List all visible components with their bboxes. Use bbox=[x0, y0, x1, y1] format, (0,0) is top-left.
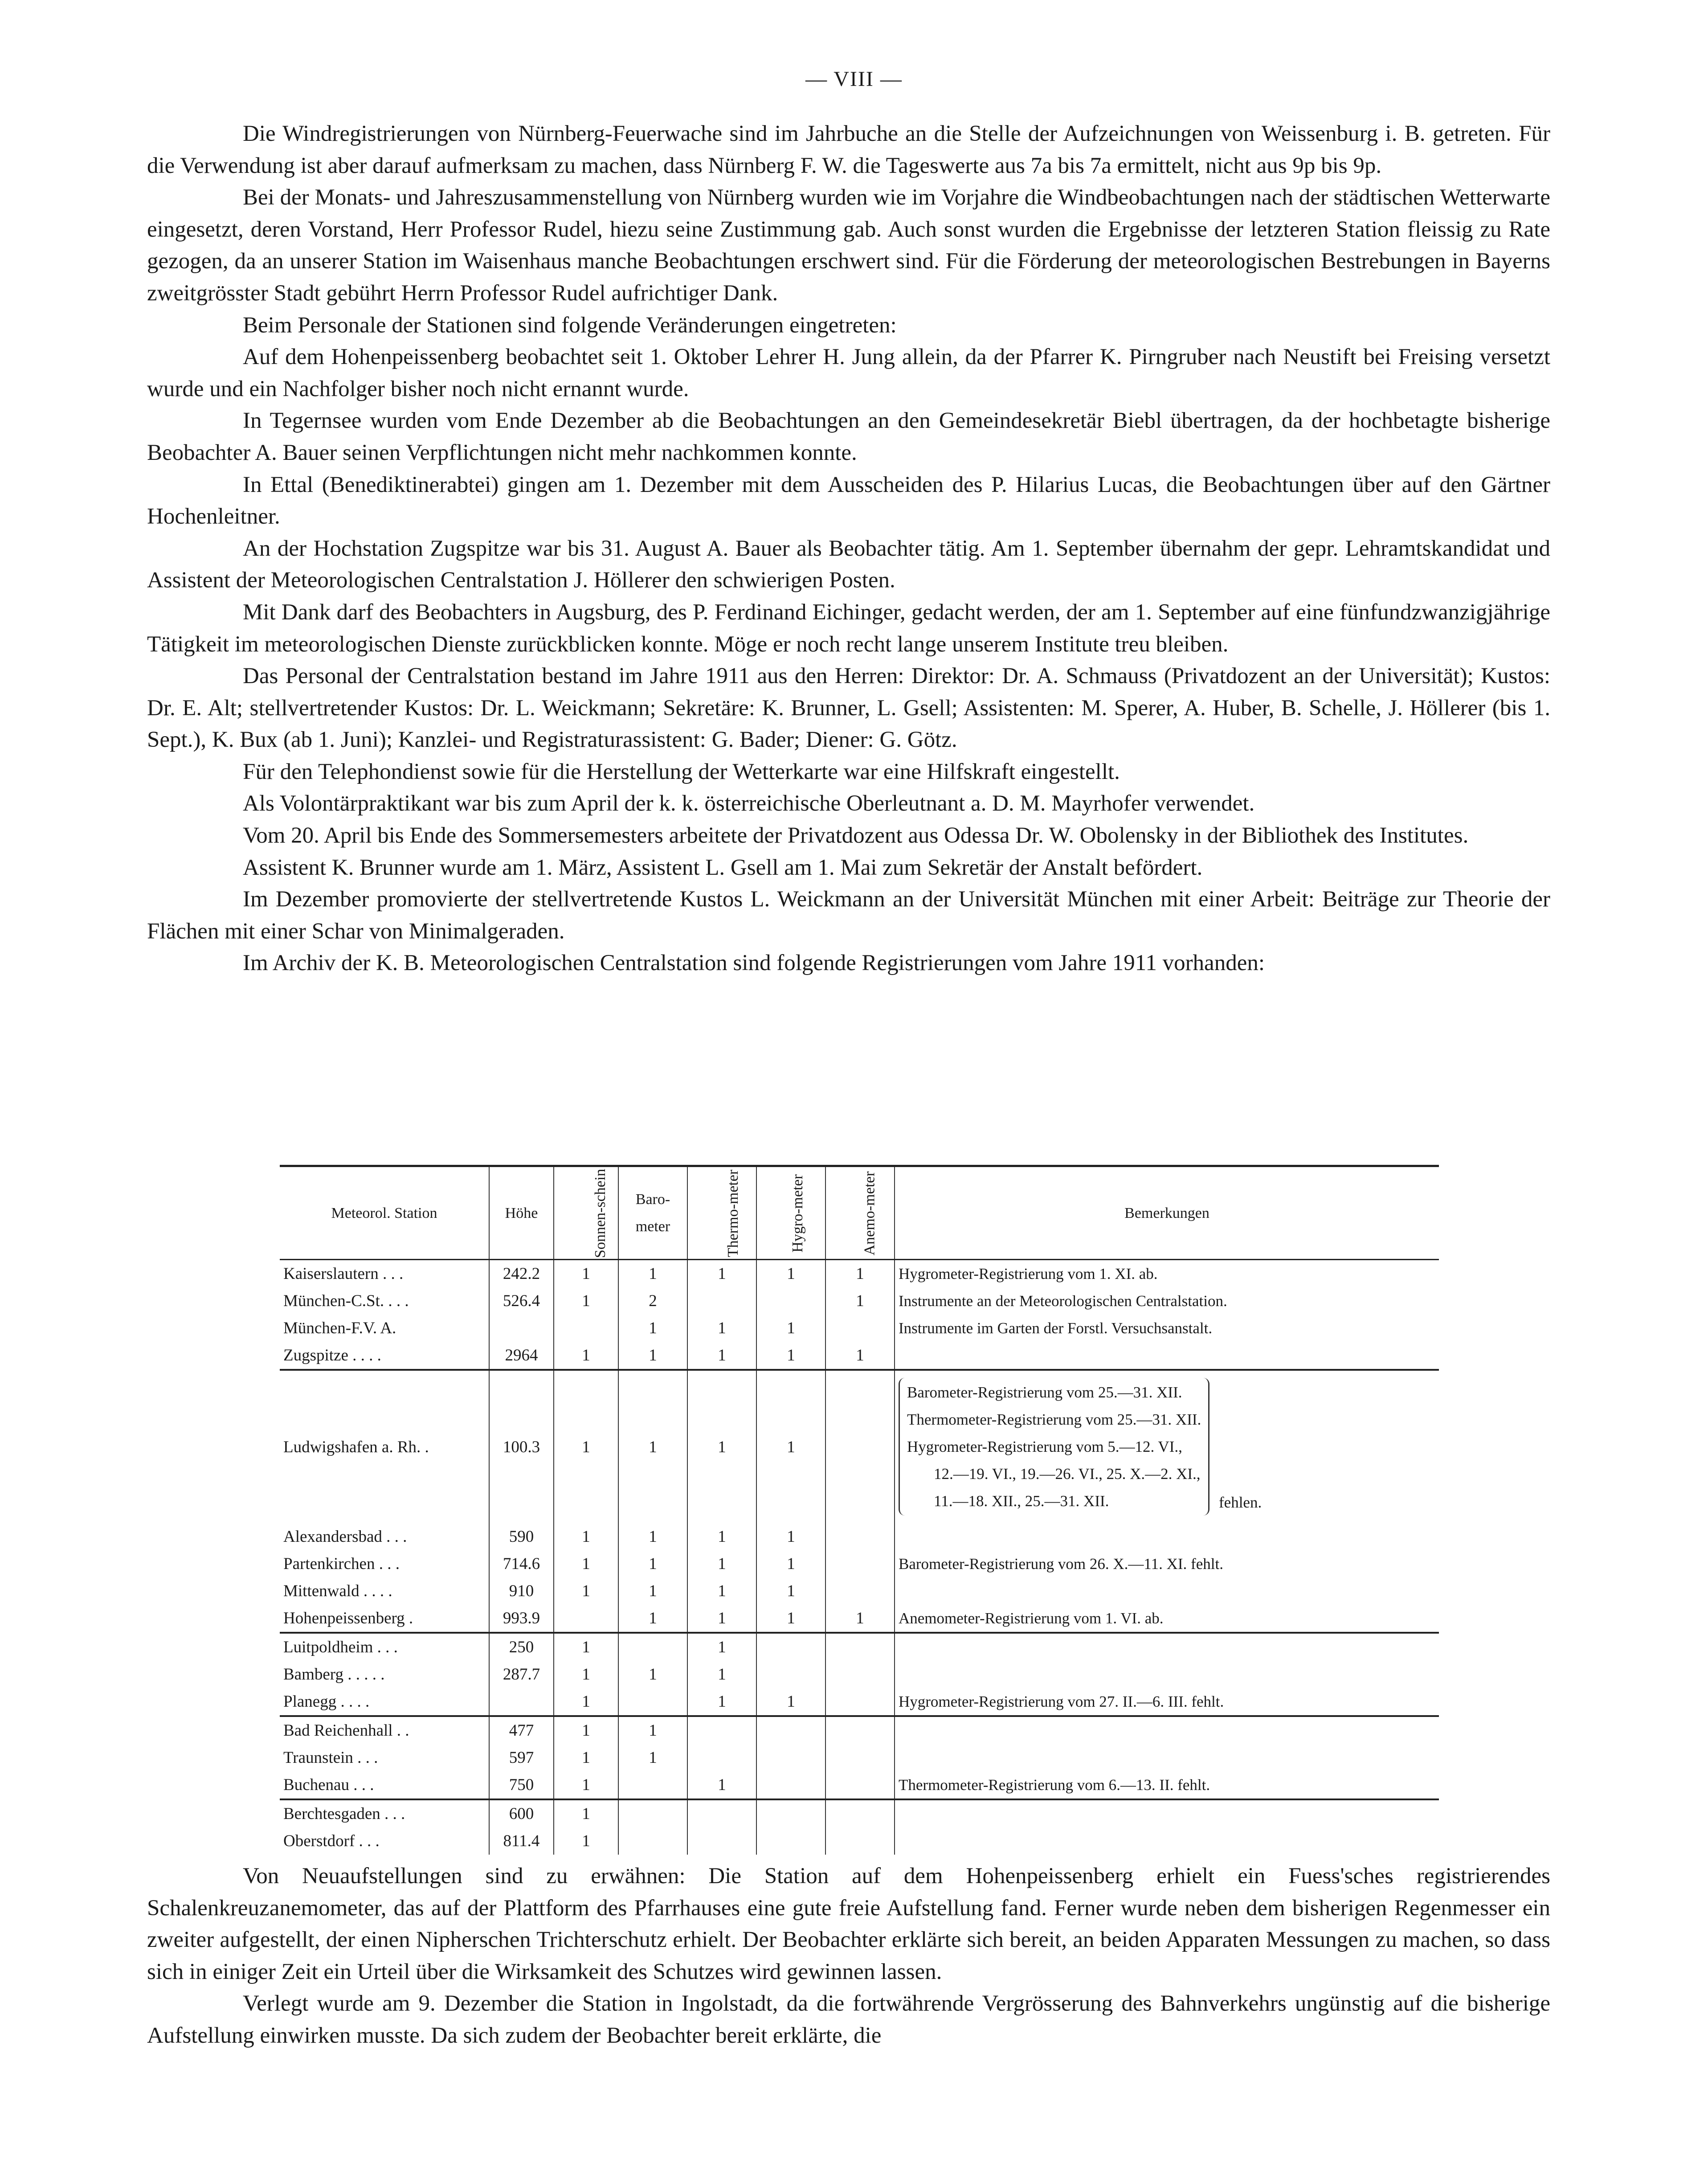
upper-text bbox=[147, 118, 1550, 979]
table-header-row bbox=[280, 1166, 1439, 1260]
cell-station: Bad Reichenhall . . bbox=[280, 1716, 489, 1744]
cell-thermo: 1 bbox=[687, 1370, 756, 1523]
table-row bbox=[280, 1799, 1439, 1827]
cell-remark: Hygrometer-Registrierung vom 1. XI. ab. bbox=[895, 1260, 1439, 1288]
cell-hoehe: 597 bbox=[489, 1744, 554, 1771]
cell-baro bbox=[618, 1633, 687, 1661]
cell-thermo: 1 bbox=[687, 1577, 756, 1605]
table-row bbox=[280, 1827, 1439, 1855]
cell-hoehe bbox=[489, 1688, 554, 1716]
cell-sonne: 1 bbox=[554, 1633, 618, 1661]
cell-hygro bbox=[756, 1799, 825, 1827]
cell-remark: Anemometer-Registrierung vom 1. VI. ab. bbox=[895, 1605, 1439, 1633]
remark-line: Barometer-Registrierung vom 25.—31. XII. bbox=[907, 1384, 1182, 1401]
remark-line: 11.—18. XII., 25.—31. XII. bbox=[934, 1492, 1109, 1510]
cell-station: Mittenwald . . . . bbox=[283, 1582, 392, 1601]
cell-hygro: 1 bbox=[756, 1688, 825, 1716]
cell-thermo: 1 bbox=[687, 1771, 756, 1799]
cell-station: Zugspitze . . . . bbox=[283, 1346, 381, 1364]
paragraph: Verlegt wurde am 9. Dezember die Station in Ingolstadt, da die fortwährende Vergrösserung des Bahnverkehrs ungünstig auf die bisherige Aufstellung einwirken musste. Da sich zudem der Beobachter bereit erklärte, die bbox=[147, 1991, 1550, 2048]
table-row bbox=[280, 1287, 1439, 1315]
cell-sonne: 1 bbox=[554, 1370, 618, 1523]
cell-thermo: 1 bbox=[687, 1661, 756, 1688]
cell-anemo bbox=[825, 1315, 895, 1342]
remark-suffix: fehlen. bbox=[1219, 1494, 1262, 1512]
cell-sonne: 1 bbox=[554, 1550, 618, 1577]
cell-baro bbox=[618, 1688, 687, 1716]
cell-thermo: 1 bbox=[687, 1342, 756, 1370]
header-station: Meteorol. Station bbox=[280, 1166, 489, 1260]
cell-thermo bbox=[687, 1287, 756, 1315]
cell-hygro: 1 bbox=[756, 1577, 825, 1605]
cell-station: Bamberg . . . . . bbox=[283, 1665, 385, 1684]
table-row bbox=[280, 1661, 1439, 1688]
table-row bbox=[280, 1370, 1439, 1523]
table-row bbox=[280, 1315, 1439, 1342]
cell-baro bbox=[618, 1827, 687, 1855]
cell-hygro: 1 bbox=[756, 1342, 825, 1370]
cell-remark: Instrumente an der Meteorologischen Centralstation. bbox=[895, 1287, 1439, 1315]
header-hoehe: Höhe bbox=[489, 1166, 554, 1260]
cell-baro: 2 bbox=[618, 1287, 687, 1315]
cell-hoehe: 714.6 bbox=[489, 1550, 554, 1577]
cell-station: Alexandersbad . . . bbox=[283, 1528, 407, 1546]
cell-station: München-F.V. A. bbox=[283, 1319, 396, 1337]
cell-remark: Barometer-Registrierung vom 26. X.—11. XI. fehlt. bbox=[895, 1550, 1439, 1577]
cell-thermo bbox=[687, 1799, 756, 1827]
cell-sonne bbox=[554, 1605, 618, 1633]
table-row bbox=[280, 1605, 1439, 1633]
cell-anemo: 1 bbox=[825, 1260, 895, 1288]
cell-hygro: 1 bbox=[756, 1523, 825, 1550]
cell-sonne: 1 bbox=[554, 1260, 618, 1288]
cell-hoehe: 590 bbox=[489, 1523, 554, 1550]
paragraph: Mit Dank darf des Beobachters in Augsburg, des P. Ferdinand Eichinger, gedacht werden, der am 1. September auf eine fünfundzwanzigjährige Tätigkeit im meteorologischen Dienste zurückblicken konnte. Möge er noch recht lange unserem Institute treu bleiben. bbox=[147, 599, 1550, 657]
cell-baro: 1 bbox=[618, 1260, 687, 1288]
lower-text bbox=[147, 1860, 1550, 2052]
cell-thermo: 1 bbox=[687, 1260, 756, 1288]
cell-hoehe: 250 bbox=[489, 1633, 554, 1661]
cell-anemo bbox=[825, 1661, 895, 1688]
cell-remark bbox=[895, 1799, 1439, 1827]
cell-sonne: 1 bbox=[554, 1342, 618, 1370]
cell-sonne: 1 bbox=[554, 1287, 618, 1315]
cell-hoehe: 600 bbox=[489, 1799, 554, 1827]
table-row bbox=[280, 1577, 1439, 1605]
table-row bbox=[280, 1633, 1439, 1661]
cell-sonne bbox=[554, 1315, 618, 1342]
cell-station: Ludwigshafen a. Rh. . bbox=[280, 1370, 489, 1523]
cell-station: Buchenau . . . bbox=[283, 1776, 374, 1794]
remark-bracket bbox=[899, 1378, 1209, 1516]
cell-remark bbox=[895, 1633, 1439, 1661]
cell-anemo: 1 bbox=[825, 1287, 895, 1315]
cell-hoehe: 750 bbox=[489, 1771, 554, 1799]
table-row bbox=[280, 1716, 1439, 1744]
table-row bbox=[280, 1744, 1439, 1771]
header-thermometer: Thermo-meter bbox=[725, 1169, 742, 1257]
cell-hoehe: 811.4 bbox=[489, 1827, 554, 1855]
cell-sonne: 1 bbox=[554, 1716, 618, 1744]
cell-hygro bbox=[756, 1771, 825, 1799]
cell-baro: 1 bbox=[618, 1577, 687, 1605]
cell-hoehe: 526.4 bbox=[489, 1287, 554, 1315]
cell-anemo bbox=[825, 1523, 895, 1550]
cell-station: Planegg . . . . bbox=[283, 1692, 370, 1711]
table-row bbox=[280, 1342, 1439, 1370]
cell-remark: Thermometer-Registrierung vom 6.—13. II. fehlt. bbox=[895, 1771, 1439, 1799]
cell-station: Berchtesgaden . . . bbox=[280, 1799, 489, 1827]
cell-baro: 1 bbox=[618, 1370, 687, 1523]
paragraph: Assistent K. Brunner wurde am 1. März, Assistent L. Gsell am 1. Mai zum Sekretär der Anstalt befördert. bbox=[243, 855, 1203, 880]
cell-thermo: 1 bbox=[687, 1605, 756, 1633]
paragraph: Als Volontärpraktikant war bis zum April der k. k. österreichische Oberleutnant a. D. M. Mayrhofer verwendet. bbox=[243, 791, 1255, 816]
cell-sonne: 1 bbox=[554, 1661, 618, 1688]
paragraph: Vom 20. April bis Ende des Sommersemesters arbeitete der Privatdozent aus Odessa Dr. W. Obolensky in der Bibliothek des Institutes. bbox=[243, 823, 1469, 848]
cell-remark bbox=[895, 1716, 1439, 1744]
cell-thermo: 1 bbox=[687, 1633, 756, 1661]
paragraph: Im Archiv der K. B. Meteorologischen Centralstation sind folgende Registrierungen vom Jahre 1911 vorhanden: bbox=[243, 950, 1265, 976]
cell-station: Luitpoldheim . . . bbox=[280, 1633, 489, 1661]
cell-hoehe: 242.2 bbox=[489, 1260, 554, 1288]
cell-anemo bbox=[825, 1827, 895, 1855]
cell-station: Oberstdorf . . . bbox=[283, 1832, 380, 1851]
cell-hygro: 1 bbox=[756, 1315, 825, 1342]
cell-baro: 1 bbox=[618, 1605, 687, 1633]
paragraph: Auf dem Hohenpeissenberg beobachtet seit 1. Oktober Lehrer H. Jung allein, da der Pfarrer K. Pirngruber nach Neustift bei Freising versetzt wurde und ein Nachfolger bisher noch nicht ernannt wurde. bbox=[147, 344, 1550, 401]
registrations-table bbox=[280, 1165, 1439, 1855]
cell-hoehe: 910 bbox=[489, 1577, 554, 1605]
cell-baro bbox=[618, 1799, 687, 1827]
cell-station: Partenkirchen . . . bbox=[283, 1555, 400, 1573]
cell-hygro bbox=[756, 1744, 825, 1771]
cell-hygro bbox=[756, 1827, 825, 1855]
cell-hygro bbox=[756, 1633, 825, 1661]
cell-remark bbox=[895, 1661, 1439, 1688]
cell-remark bbox=[895, 1744, 1439, 1771]
cell-thermo bbox=[687, 1716, 756, 1744]
cell-thermo: 1 bbox=[687, 1523, 756, 1550]
cell-hoehe: 993.9 bbox=[489, 1605, 554, 1633]
cell-sonne: 1 bbox=[554, 1771, 618, 1799]
cell-sonne: 1 bbox=[554, 1799, 618, 1827]
cell-hygro bbox=[756, 1661, 825, 1688]
paragraph: An der Hochstation Zugspitze war bis 31. August A. Bauer als Beobachter tätig. Am 1. September übernahm der gepr. Lehramtskandidat und Assistent der Meteorologischen Centralstation J. Höllerer den schwierigen Posten. bbox=[147, 536, 1550, 593]
cell-anemo bbox=[825, 1744, 895, 1771]
cell-sonne: 1 bbox=[554, 1744, 618, 1771]
cell-remark bbox=[895, 1577, 1439, 1605]
table-row bbox=[280, 1771, 1439, 1799]
cell-anemo bbox=[825, 1577, 895, 1605]
paragraph: In Ettal (Benediktinerabtei) gingen am 1. Dezember mit dem Ausscheiden des P. Hilarius Lucas, die Beobachtungen über auf den Gärtner Hochenleitner. bbox=[147, 472, 1550, 529]
cell-station: Hohenpeissenberg . bbox=[283, 1609, 413, 1628]
cell-baro bbox=[618, 1771, 687, 1799]
cell-hygro: 1 bbox=[756, 1370, 825, 1523]
paragraph: Beim Personale der Stationen sind folgende Veränderungen eingetreten: bbox=[243, 312, 897, 338]
paragraph: Das Personal der Centralstation bestand im Jahre 1911 aus den Herren: Direktor: Dr. A. Schmauss (Privatdozent an der Universität); Kustos: Dr. E. Alt; stellvertretender Kustos: Dr. L. Weickmann; Sekretäre: K. Brunner, L. Gsell; Assistenten: M. Sperer, A. Huber, B. Schelle, J. Höllerer (bis 1. Sept.), K. Bux (ab 1. Juni); Kanzlei- und Registraturassistent: G. Bader; Diener: G. Götz. bbox=[147, 664, 1550, 753]
cell-remark bbox=[895, 1827, 1439, 1855]
paragraph: Die Windregistrierungen von Nürnberg-Feuerwache sind im Jahrbuche an die Stelle der Aufzeichnungen von Weissenburg i. B. getreten. Für die Verwendung ist aber darauf aufmerksam zu machen, dass Nürnberg F. W. die Tageswerte aus 7a bis 7a ermittelt, nicht aus 9p bis 9p. bbox=[147, 121, 1550, 178]
cell-baro: 1 bbox=[618, 1550, 687, 1577]
cell-remark bbox=[895, 1342, 1439, 1370]
remark-line: Thermometer-Registrierung vom 25.—31. XII. bbox=[907, 1411, 1201, 1428]
cell-anemo bbox=[825, 1799, 895, 1827]
cell-hygro: 1 bbox=[756, 1260, 825, 1288]
cell-thermo bbox=[687, 1827, 756, 1855]
remark-line: Hygrometer-Registrierung vom 5.—12. VI., bbox=[907, 1438, 1182, 1455]
cell-sonne: 1 bbox=[554, 1688, 618, 1716]
cell-thermo: 1 bbox=[687, 1550, 756, 1577]
cell-anemo: 1 bbox=[825, 1605, 895, 1633]
remark-line: 12.—19. VI., 19.—26. VI., 25. X.—2. XI., bbox=[934, 1465, 1201, 1483]
cell-thermo: 1 bbox=[687, 1688, 756, 1716]
cell-thermo: 1 bbox=[687, 1315, 756, 1342]
header-anemometer: Anemo-meter bbox=[861, 1171, 878, 1255]
header-hygrometer: Hygro-meter bbox=[789, 1174, 806, 1253]
cell-baro: 1 bbox=[618, 1716, 687, 1744]
page-number: — VIII — bbox=[805, 67, 903, 91]
cell-hoehe: 2964 bbox=[489, 1342, 554, 1370]
paragraph: Bei der Monats- und Jahreszusammenstellung von Nürnberg wurden wie im Vorjahre die Windbeobachtungen nach der städtischen Wetterwarte eingesetzt, deren Vorstand, Herr Professor Rudel, hiezu seine Zustimmung gab. Auch sonst wurden die Ergebnisse der letzteren Station fleissig zu Rate gezogen, da an unserer Station im Waisenhaus manche Beobachtungen erschwert sind. Für die Förderung der meteorologischen Bestrebungen in Bayerns zweitgrösster Stadt gebührt Herrn Professor Rudel aufrichtiger Dank. bbox=[147, 185, 1550, 306]
cell-baro: 1 bbox=[618, 1523, 687, 1550]
cell-baro: 1 bbox=[618, 1315, 687, 1342]
cell-sonne: 1 bbox=[554, 1577, 618, 1605]
cell-hoehe: 100.3 bbox=[489, 1370, 554, 1523]
header-sonnenschein: Sonnen-schein bbox=[592, 1168, 609, 1258]
paragraph: Im Dezember promovierte der stellvertretende Kustos L. Weickmann an der Universität München mit einer Arbeit: Beiträge zur Theorie der Flächen mit einer Schar von Minimalgeraden. bbox=[147, 887, 1550, 944]
cell-sonne: 1 bbox=[554, 1827, 618, 1855]
cell-station: Kaiserslautern . . . bbox=[283, 1265, 404, 1283]
cell-anemo bbox=[825, 1633, 895, 1661]
cell-hoehe: 477 bbox=[489, 1716, 554, 1744]
paragraph: In Tegernsee wurden vom Ende Dezember ab die Beobachtungen an den Gemeindesekretär Biebl übertragen, da der hochbetagte bisherige Beobachter A. Bauer seinen Verpflichtungen nicht mehr nachkommen konnte. bbox=[147, 408, 1550, 465]
header-barometer: Baro-meter bbox=[618, 1166, 687, 1260]
table-row bbox=[280, 1688, 1439, 1716]
header-bemerkungen: Bemerkungen bbox=[895, 1166, 1439, 1260]
cell-anemo bbox=[825, 1370, 895, 1523]
paragraph: Von Neuaufstellungen sind zu erwähnen: Die Station auf dem Hohenpeissenberg erhielt ein Fuess'sches registrierendes Schalenkreuzanemometer, das auf der Plattform des Pfarrhauses eine gute freie Aufstellung fand. Ferner wurde neben dem bisherigen Regenmesser ein zweiter aufgestellt, der einen Nipherschen Trichterschutz erhielt. Der Beobachter erklärte sich bereit, an beiden Apparaten Messungen zu machen, so dass sich in einiger Zeit ein Urteil über die Wirksamkeit des Schutzes wird gewinnen lassen. bbox=[147, 1864, 1550, 1984]
table-row bbox=[280, 1523, 1439, 1550]
cell-hygro: 1 bbox=[756, 1550, 825, 1577]
cell-station: München-C.St. . . . bbox=[283, 1292, 409, 1310]
cell-remark bbox=[895, 1523, 1439, 1550]
cell-baro: 1 bbox=[618, 1661, 687, 1688]
cell-baro: 1 bbox=[618, 1744, 687, 1771]
cell-anemo bbox=[825, 1716, 895, 1744]
cell-hoehe: 287.7 bbox=[489, 1661, 554, 1688]
cell-remark bbox=[895, 1370, 1439, 1523]
cell-anemo: 1 bbox=[825, 1342, 895, 1370]
cell-remark: Instrumente im Garten der Forstl. Versuchsanstalt. bbox=[895, 1315, 1439, 1342]
cell-hygro bbox=[756, 1716, 825, 1744]
paragraph: Für den Telephondienst sowie für die Herstellung der Wetterkarte war eine Hilfskraft eingestellt. bbox=[243, 759, 1120, 784]
cell-hygro: 1 bbox=[756, 1605, 825, 1633]
cell-station: Traunstein . . . bbox=[283, 1749, 378, 1767]
cell-sonne: 1 bbox=[554, 1523, 618, 1550]
cell-hoehe bbox=[489, 1315, 554, 1342]
cell-anemo bbox=[825, 1550, 895, 1577]
cell-thermo bbox=[687, 1744, 756, 1771]
cell-anemo bbox=[825, 1688, 895, 1716]
cell-baro: 1 bbox=[618, 1342, 687, 1370]
cell-hygro bbox=[756, 1287, 825, 1315]
table-row bbox=[280, 1260, 1439, 1288]
cell-anemo bbox=[825, 1771, 895, 1799]
table-row bbox=[280, 1550, 1439, 1577]
cell-remark: Hygrometer-Registrierung vom 27. II.—6. III. fehlt. bbox=[895, 1688, 1439, 1716]
